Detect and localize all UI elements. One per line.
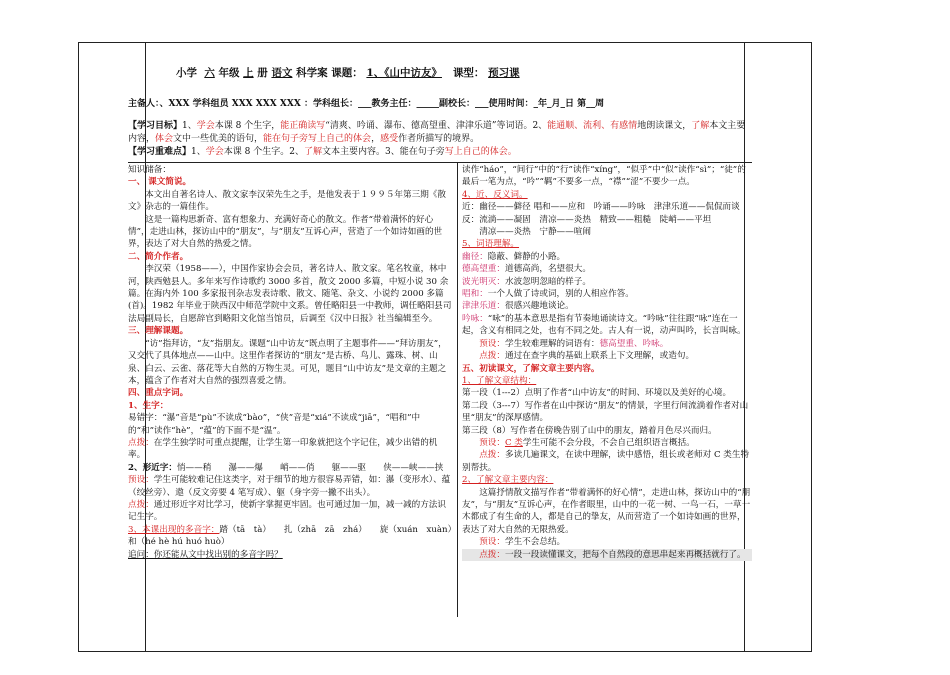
paragraph: [462, 536, 752, 548]
text-right-r5c-y-label: 预设：: [479, 537, 505, 548]
text-goals-g1m: ，: [371, 134, 381, 144]
text-goals-label1: 【学习目标】: [128, 121, 183, 131]
section-heading: 五、初读课文，了解文章主要内容。: [462, 363, 600, 374]
text-header-subject-rest: 科学案: [296, 67, 328, 79]
text-goals-g1e: “清爽、吟诵、瀑布、德高望重、津津乐道”等词语。2、: [325, 121, 548, 131]
text-left-s4-1d-label: 点拨：: [128, 437, 154, 448]
paragraph: [128, 120, 752, 146]
paragraph: [462, 300, 752, 312]
text-right-r5-1k: 幽径：: [462, 251, 488, 262]
left-column: [128, 164, 454, 561]
section-heading: 二、简介作者。: [128, 251, 189, 262]
text-right-r5-y-label: 预设：: [479, 338, 505, 349]
text-right-r5-3k: 波光明灭：: [462, 276, 505, 287]
text-header-type-label: 课型：: [452, 67, 485, 79]
paragraph: [128, 474, 454, 499]
grade: 六: [204, 67, 215, 79]
text-goals-g1h: 了解: [691, 121, 710, 131]
section-heading: 4、近、反义词。: [462, 189, 528, 200]
text-right-r5c-y: 学生不会总结。: [504, 537, 566, 548]
text-left-prep: 知识储备：: [128, 165, 171, 175]
text-right-r5b-a: 第一段（1---2）点明了作者“山中访友”的时间、环境以及美好的心境。: [462, 388, 732, 399]
text-right-r5-4v: 一个人做了诗或词，别的人相应作答。: [487, 289, 634, 300]
section-heading: 三、理解课题。: [128, 326, 189, 337]
text-right-r5-y2: 德高望重、吟咏。: [599, 338, 669, 349]
text-right-r5-2k: 德高望重：: [462, 264, 505, 275]
text-right-r5-d-label: 点拨：: [479, 351, 505, 362]
text-goals-label2: 【学习重难点】: [128, 147, 192, 157]
text-goals-g1c: 本课 8 个生字，: [214, 121, 281, 131]
text-goals-g2e: 文本主要内容。3、能在句子旁: [321, 147, 445, 157]
text-right-r5c-d: 一段一段读懂课文，把每个自然段的意思串起来再概括就行了。: [504, 549, 746, 560]
text-left-s4-2y: 学生可能较难记住这类字，对于细节的地方很容易弄错，如：瀑（变形水）、蕴（绞丝旁）、遨（反文旁要 4 笔写成）、躯（身字旁一撇不出头）。: [128, 475, 451, 498]
text-left-s4-2y-label: 预设：: [128, 475, 154, 486]
text-header-subject-pre: 语文: [271, 67, 293, 79]
column-divider: [457, 163, 458, 617]
paragraph: [462, 276, 752, 288]
text-right-r5b-y-label: 预设：: [479, 437, 505, 448]
text-right-r4-anti2: 清凉——炎热 宁静——喧闹: [479, 227, 591, 238]
section-heading: 5、词语理解。: [462, 239, 520, 250]
text-right-r5-3v: 水波忽明忽暗的样子。: [504, 276, 591, 287]
text-goals-g2d: 了解: [303, 147, 322, 157]
text-left-s1-p2: 这是一篇构思新奇、富有想象力、充满好奇心的散文。作者“带着满怀的好心情”，走进山林，探访山中的“朋友”，与“朋友”互诉心声，营造了一个如诗如画的世界，表达了对大自然的热爱之情。: [128, 214, 443, 250]
section-heading: 一、 课文简说。: [128, 177, 192, 188]
key-points: [128, 146, 752, 159]
text-right-r5b-b: 第二段（3---7）写作者在山中探访“朋友”的情景，字里行间流淌着作者对山里“朋友”的深厚感情。: [462, 400, 749, 424]
lesson-title: 1、《山中访友》: [366, 67, 442, 79]
paragraph: [462, 549, 752, 561]
paragraph: [462, 437, 752, 449]
paragraph: [128, 462, 454, 474]
right-margin-column: [744, 43, 811, 651]
text-right-r4-anti: 反：流淌——凝固 清凉——炎热 精致——粗糙 陡峭——平坦: [462, 214, 712, 225]
paragraph: [462, 350, 752, 362]
right-column: [462, 164, 752, 561]
text-right-r5b-y2: 学生可能不会分段，不会自己组织语言概括。: [522, 437, 695, 448]
text-right-r5-6v: “咏”的基本意思是指有节奏地诵读诗文。“吟咏”往往跟“咏”连在一起，含义有相同之处，也有不同之处。古人有一说，动声叫吟，长言叫咏。: [462, 313, 746, 337]
text-goals-g1g: 地朗读课文，: [637, 121, 692, 131]
text-right-r5b-c: 第三段（8）写作者在傍晚告别了山中的朋友，踏着月色尽兴而归。: [462, 425, 717, 436]
paragraph: [462, 251, 752, 263]
text-goals-g1i: 本文主要内容，: [128, 121, 746, 144]
paragraph: [462, 338, 752, 350]
text-left-s3-p: “访”指拜访，“友”指朋友。课题“山中访友”既点明了主题事件——“拜访朋友”，又交代了具体地点——山中。这里作者探访的“朋友”是古桥、鸟儿、露珠、树、山泉、白云、云雀、落花等大自然的万物生灵。可见，题目“山中访友”是文章的主题之本，蕴含了作者对大自然的强烈喜爱之情。: [128, 338, 447, 386]
paragraph: [128, 437, 454, 462]
text-header-grade-suffix: 年级: [218, 67, 240, 79]
text-goals-g1o: 作者所描写的境界。: [398, 134, 480, 144]
text-right-r4-near: 近：幽径——僻径 唱和——应和 吟诵——吟咏 津津乐道——侃侃而谈: [462, 202, 740, 213]
paragraph: [462, 263, 752, 275]
text-goals-g2a: 1、: [191, 147, 206, 157]
text-header-lesson-label: 课题：: [331, 67, 363, 79]
text-goals-g1b: 学会: [196, 121, 215, 131]
text-left-s4-1p: 易错字：“瀑”音是“pù”不读成“bào”，“侠”音是“xiá”不读成“jiā”，“唱和”中的“和”读作“hè”，“蕴”的下面不是“温”。: [128, 413, 421, 436]
text-left-s4-2d-label: 点拨：: [128, 499, 154, 510]
text-left-s4-2: 2、形近字：: [128, 462, 177, 473]
text-right-r5b-y1: C 类: [504, 437, 523, 448]
text-right-r5-1v: 隐蔽、僻静的小路。: [487, 251, 566, 262]
text-goals-g1l: 能在句子旁写上自己的体会: [263, 134, 372, 144]
text-left-s4-3: 3、本课出现的多音字：: [128, 524, 220, 535]
text-right-r5-5k: 津津乐道：: [462, 301, 505, 312]
learning-goals: [128, 120, 752, 159]
text-left-s4-2d: 通过形近字对比学习，使新字掌握更牢固。也可通过加一加，减一减的方法识记生字。: [128, 499, 446, 523]
text-right-r5c-2: 2、了解文章主要内容：: [462, 475, 554, 486]
text-right-r5c-p: 这篇抒情散文描写作者“带着满怀的好心情”，走进山林，探访山中的“朋友”，与“朋友”互诉心声，在作者眼里，山中的一花一树、一鸟一石，一草一木都成了有生命的人，都是自己的挚友，从而营造了一个如诗如画的世界，表达了对大自然的无限热爱。: [462, 487, 751, 535]
text-left-s4-3p: 踏（tā tà） 扎（zhā zā zhá） 旋（xuán xuàn）和（hé hè hú huó huò）: [128, 524, 452, 548]
text-left-s4-1d: 在学生独学时可重点提醒，让学生第一印象就把这个字记住，减少出错的机率。: [128, 437, 438, 461]
text-left-s4-3q: 追问：你还能从文中找出别的多音字吗？: [128, 549, 283, 560]
text-right-r5-4k: 唱和：: [462, 289, 488, 300]
text-goals-g1f: 能通顺、流利、有感情: [547, 121, 638, 131]
text-goals-g1j: 体会: [155, 134, 174, 144]
text-goals-g1d: 能正确读写: [280, 121, 326, 131]
paragraph: [462, 288, 752, 300]
text-header-term: 上: [243, 67, 254, 79]
text-goals-g2f: 写上自己的体会。: [444, 147, 517, 157]
text-left-s4-2p: 悄——稍 瀑——爆 峭——俏 躯——驱 侠——峡——挟: [176, 462, 444, 473]
section-heading: 四、重点字词。: [128, 388, 189, 399]
text-left-s1-p1: 本文出自著名诗人、散文家李汉荣先生之手，是他发表于１９９５年第三期《散文》杂志的一篇佳作。: [128, 189, 446, 213]
text-right-r5c-d-label: 点拨：: [479, 549, 505, 560]
page-title: [176, 67, 520, 80]
text-right-r5-2v: 道德高尚，名望很大。: [504, 264, 591, 275]
paragraph: [128, 499, 454, 524]
staff-info: 主备人：、XXX 学科组员 XXX XXX XXX ：学科组长：___教务主任：_____副校长：___使用时间：_年_月_日 第__周: [128, 99, 605, 109]
text-right-r5-y1: 学生较难理解的词语有：: [504, 338, 600, 349]
text-goals-g1n: 感受: [380, 134, 399, 144]
text-goals-g1a: 1、: [182, 121, 197, 131]
paragraph: [462, 313, 752, 338]
text-right-r5-d: 通过在查字典的基础上联系上下文理解，或造句。: [504, 351, 695, 362]
content-grid: [128, 162, 752, 617]
text-right-r1: 读作“háo”，“间行”中的“行”读作“xíng”，“似乎”中“似”读作“sì”；“徒”的最后一笔为点，“吟”“羁”不要多一点，“襟”“涩”不要少一点。: [462, 165, 746, 188]
paragraph: [462, 449, 752, 474]
text-right-r5-6k: 吟咏：: [462, 313, 488, 324]
text-goals-g1k: 文中一些优美的语句，: [173, 134, 264, 144]
lesson-type: 预习课: [488, 67, 520, 79]
text-right-r5b-1: 1、了解文章结构：: [462, 375, 537, 386]
text-right-r5-5v: 很感兴趣地谈论。: [504, 301, 574, 312]
text-right-r5b-d-label: 点拨：: [479, 450, 505, 461]
text-header-title-pre: 小学: [176, 67, 197, 79]
text-goals-g2b: 学会: [205, 147, 224, 157]
text-left-s4-1: 1、生字：: [128, 400, 169, 411]
text-left-s2-p: 李汉荣（1958——），中国作家协会会员，著名诗人、散文家。笔名牧童，林中河，陕西勉县人。多年来写作诗歌约 3000 多首，散文 2000 多篇，中短小说 30 余篇。在海内外 100 多家报刊杂志发表诗歌、散文、随笔、杂文、小说约 2000 多篇(首)。1982 年毕业于陕西汉中师范学院中文系。曾任略阳县一中教师，调任略阳县司法局副局长，自愿辞官到略阳文化馆当馆员，后调至《汉中日报》社当编辑至今。: [128, 264, 452, 324]
text-right-r5b-d: 多读几遍课文，在读中理解，读中感悟，组长或老师对 C 类生特别帮扶。: [462, 450, 750, 473]
text-header-book: 册: [257, 67, 268, 79]
paragraph: [128, 524, 454, 549]
text-goals-g2c: 本课 8 个生字。2、: [223, 147, 304, 157]
